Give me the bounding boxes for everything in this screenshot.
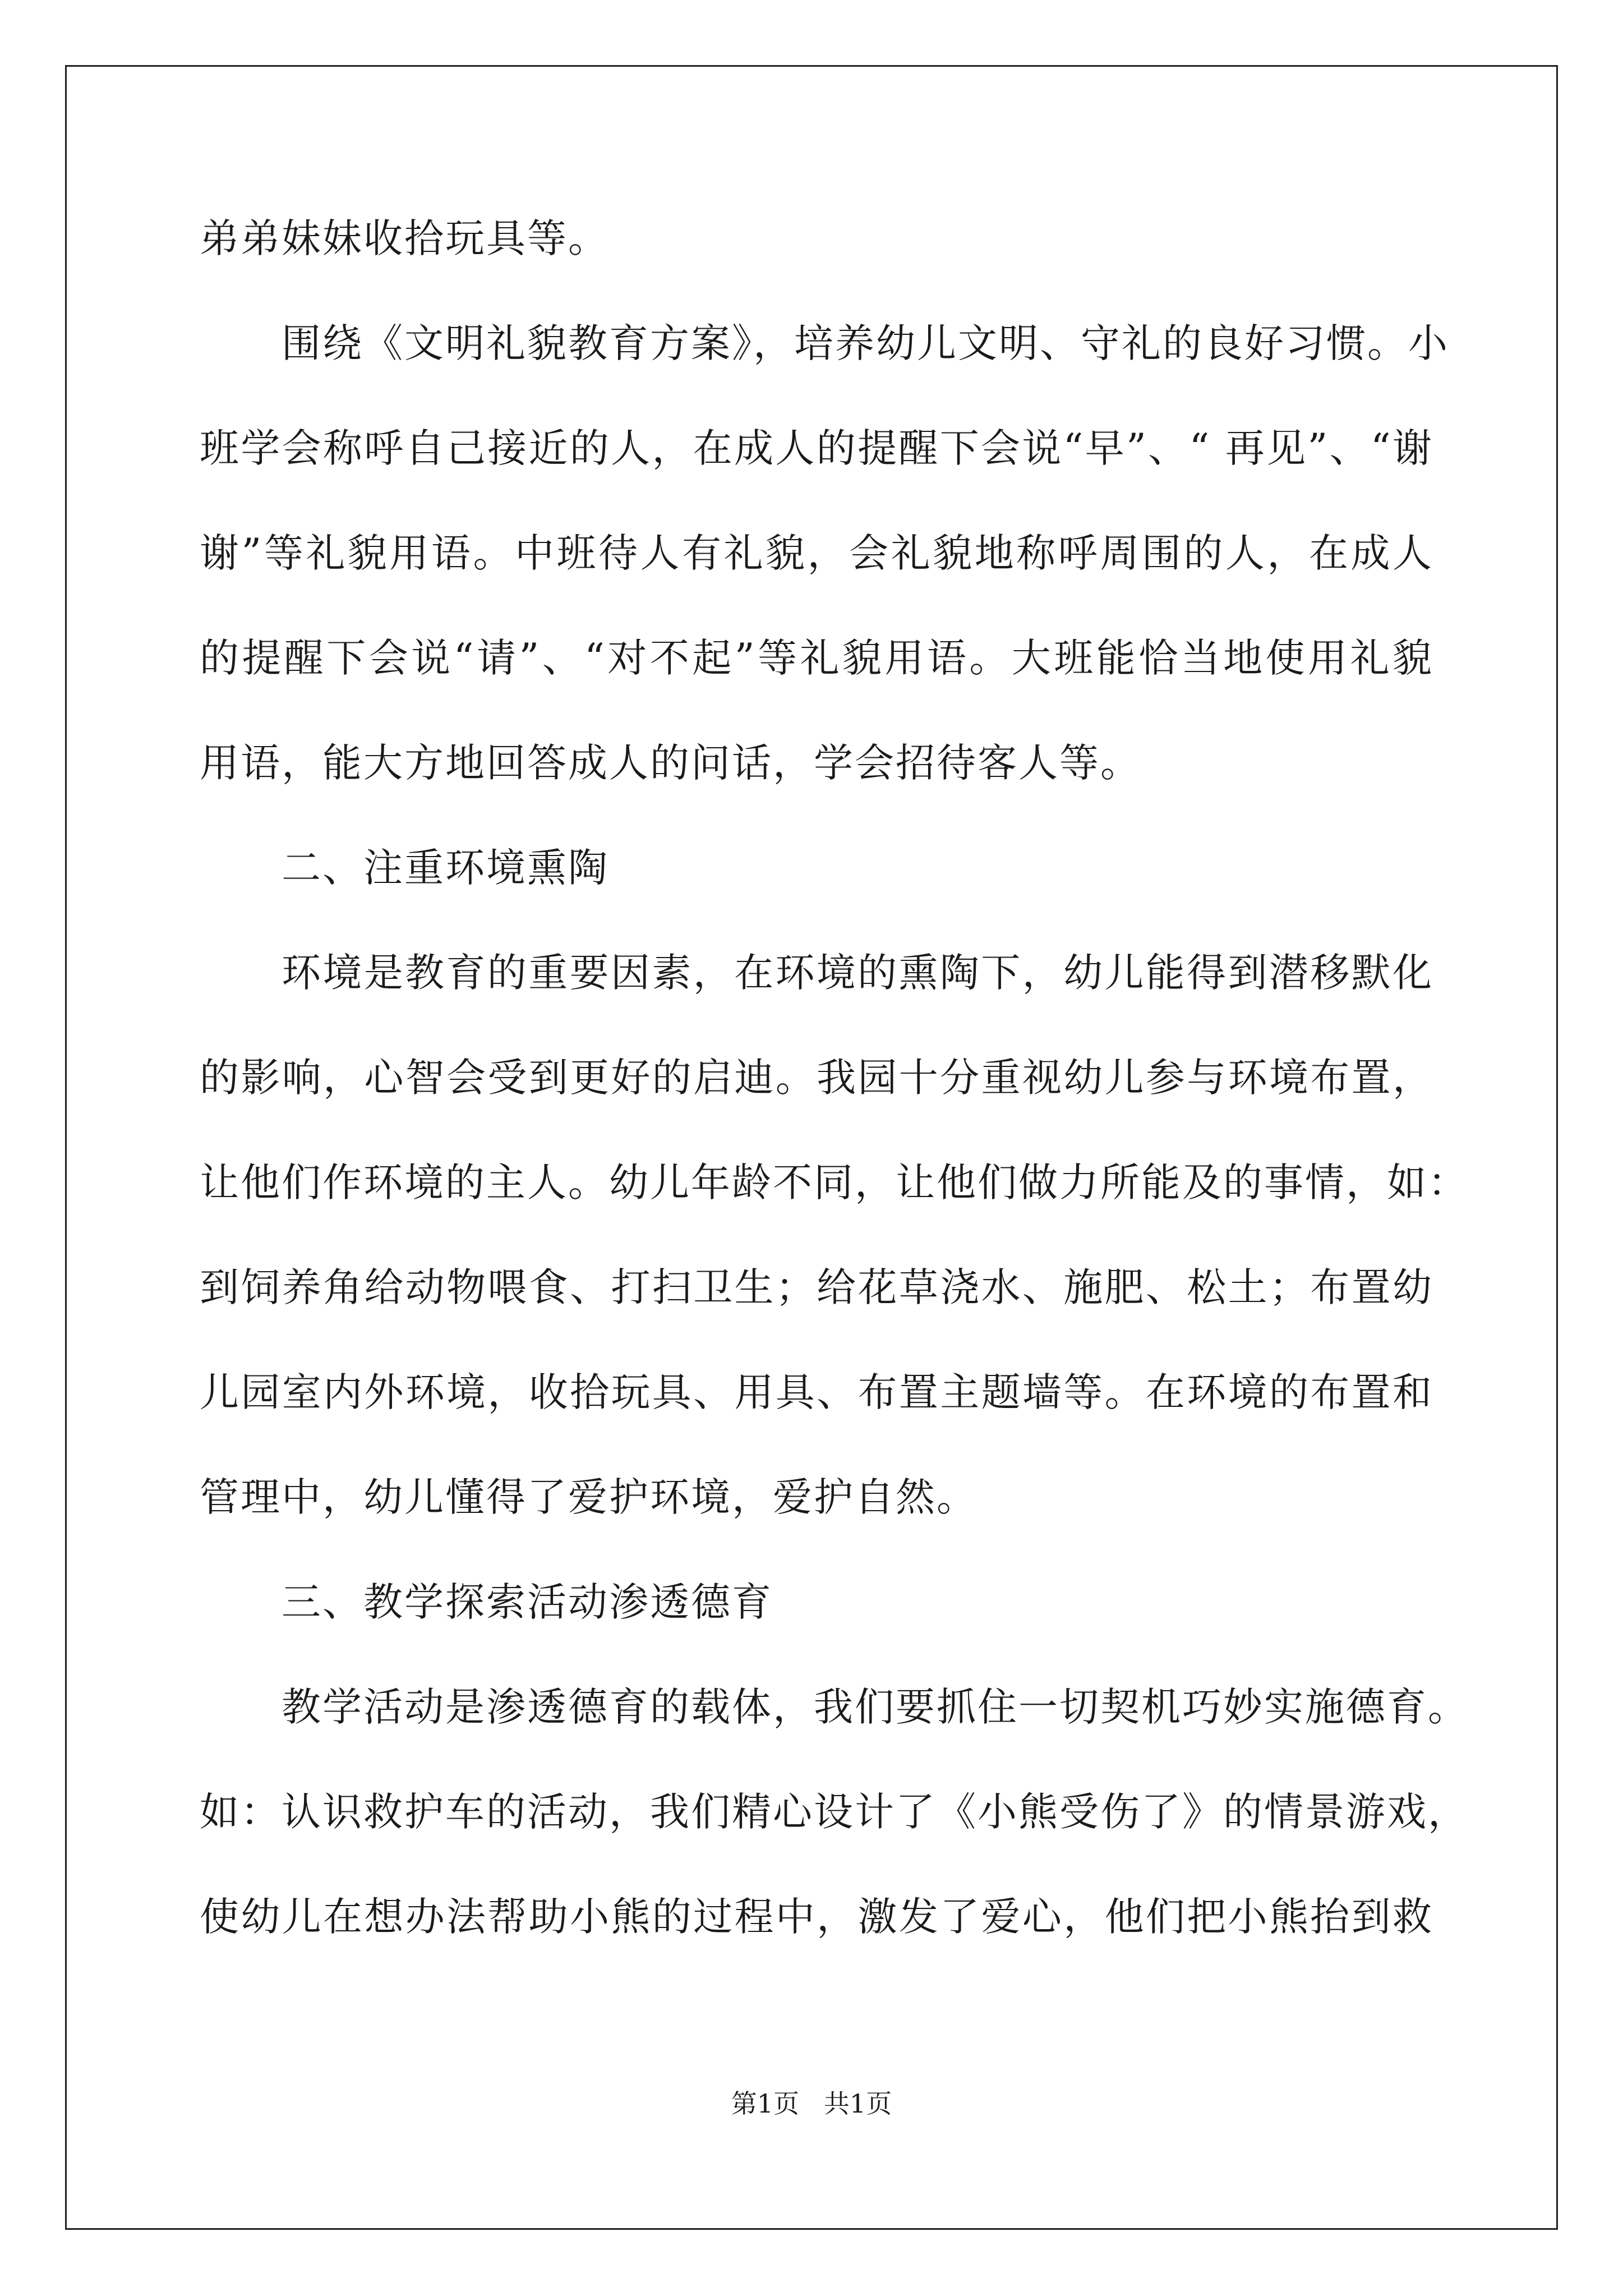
text-line: 管理中，幼儿懂得了爱护环境，爱护自然。 (200, 1474, 978, 1520)
text-line: 围绕《文明礼貌教育方案》，培养幼儿文明、守礼的良好习惯。小 (282, 320, 1449, 366)
section-heading: 三、教学探索活动渗透德育 (282, 1579, 773, 1625)
text-line: 的影响，心智会受到更好的启迪。我园十分重视幼儿参与环境布置， (200, 1055, 1433, 1101)
section-heading: 二、注重环境熏陶 (282, 845, 609, 891)
text-line: 如：认识救护车的活动，我们精心设计了《小熊受伤了》的情景游戏， (200, 1789, 1469, 1835)
text-line: 教学活动是渗透德育的载体，我们要抓住一切契机巧妙实施德育。 (282, 1684, 1469, 1730)
text-line: 到饲养角给动物喂食、打扫卫生；给花草浇水、施肥、松土；布置幼 (200, 1264, 1433, 1310)
text-line: 让他们作环境的主人。幼儿年龄不同，让他们做力所能及的事情，如： (200, 1159, 1469, 1205)
text-line: 的提醒下会说“请”、“对不起”等礼貌用语。大班能恰当地使用礼貌 (200, 635, 1433, 681)
text-line: 用语，能大方地回答成人的问话，学会招待客人等。 (200, 740, 1141, 786)
text-line: 弟弟妹妹收拾玩具等。 (200, 215, 609, 261)
text-line: 班学会称呼自己接近的人，在成人的提醒下会说“早”、“ 再见”、“谢 (200, 425, 1433, 471)
text-line: 环境是教育的重要因素，在环境的熏陶下，幼儿能得到潜移默化 (282, 950, 1433, 996)
page-number-footer: 第1页 共1页 (731, 2088, 892, 2119)
text-line: 谢”等礼貌用语。中班待人有礼貌，会礼貌地称呼周围的人，在成人 (200, 530, 1433, 576)
text-line: 使幼儿在想办法帮助小熊的过程中，激发了爱心，他们把小熊抬到救 (200, 1894, 1433, 1940)
text-line: 儿园室内外环境，收拾玩具、用具、布置主题墙等。在环境的布置和 (200, 1369, 1433, 1415)
